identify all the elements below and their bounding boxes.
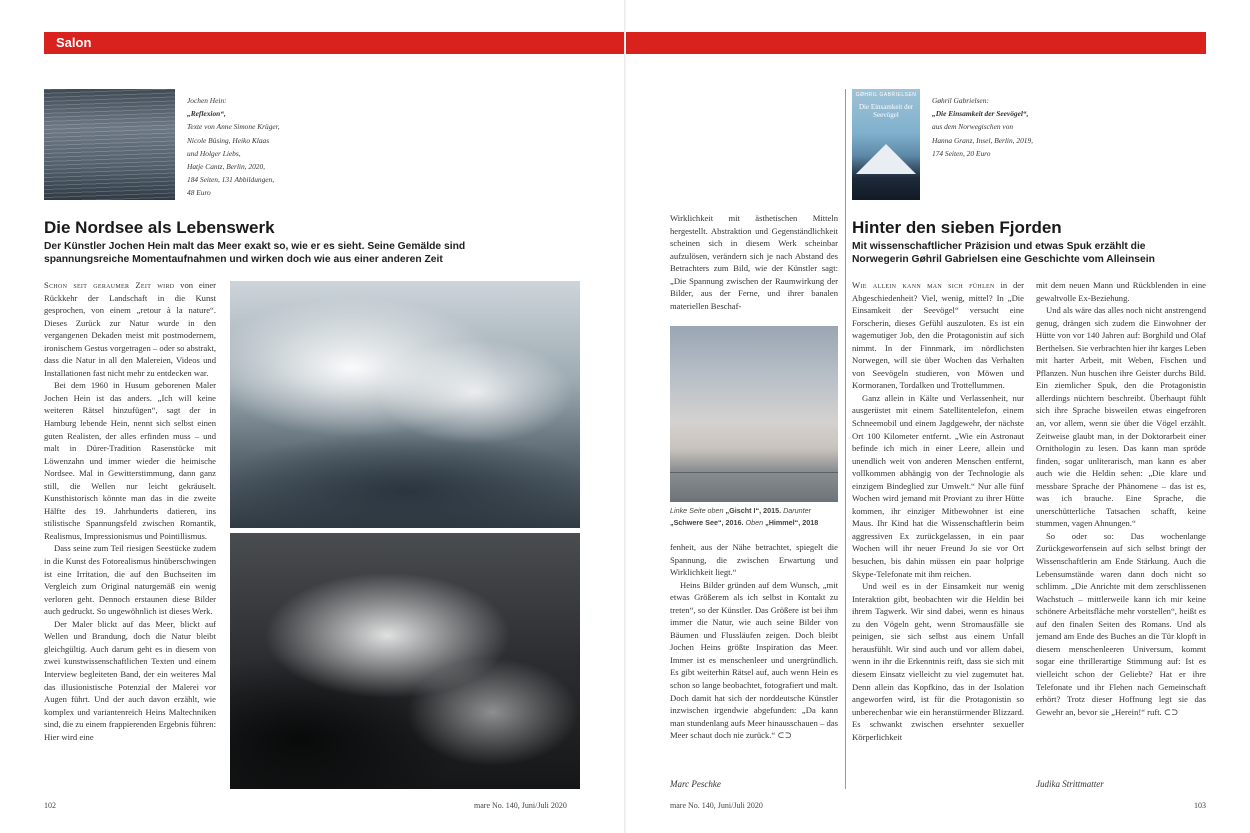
bibliography-line: Hatje Cantz, Berlin, 2020, (187, 162, 266, 172)
bibliography-title: „Reflexion“, (187, 109, 226, 119)
book-cover-title: Die Einsamkeit der Seevögel (858, 103, 914, 119)
bibliography-right (932, 94, 1082, 160)
paragraph: mit dem neuen Mann und Rückblenden in eine gewaltvolle Ex-Beziehung. (1036, 280, 1206, 303)
article-column-left-1 (44, 279, 216, 793)
bibliography-author: Gøhril Gabrielsen: (932, 96, 989, 105)
horizon-line (670, 472, 838, 473)
bibliography-line: Nicole Büsing, Heiko Klaas (187, 135, 270, 145)
page-number-left: 102 (44, 801, 56, 810)
paragraph: So oder so: Das wochenlange Zurückgeworfensein auf sich selbst bringt der Wissenschaftlerin am Ende Stärkung. Auch die Lebensumstände waren dann doch nicht so schlimm. „Die Anrichte mit dem zerschlissenen Wachstuch – mittlerweile kann ich mir keine schönere Arbeitsfläche mehr vorstellen“, heißt es auf den finalen Seiten des Romans. Und als jemand am Ende des Buches an die Tür klopft in diesem menschenleeren Universum, kommt sogar eine thrillerartige Stimmung auf: Ist es vielleicht schon der Geliebte? Hat er ihre Telefonate und ihr Flehen nach Gemeinschaft erhört? Trotz dieser Hoffnung legt sie das Gewehr an, bevor sie „Herein!“ ruft. ⊂⊃ (1036, 530, 1206, 717)
page-number-right: 103 (1194, 801, 1206, 810)
image-caption: Linke Seite oben „Gischt I“, 2015. Darunter „Schwere See“, 2016. Oben „Himmel“, 2018 (670, 506, 819, 527)
headline-right: Hinter den sieben Fjorden (852, 218, 1062, 237)
end-mark: ⊂⊃ (777, 730, 792, 741)
lead-caps: Wie allein kann man sich fühlen (852, 280, 995, 290)
section-label: Salon (56, 35, 92, 50)
bibliography-line: und Holger Liebs, (187, 148, 241, 158)
bibliography-left (187, 94, 307, 200)
book-cover-einsamkeit (852, 89, 920, 200)
bibliography-line: 48 Euro (187, 188, 211, 198)
bibliography-line: 184 Seiten, 131 Abbildungen, (187, 175, 275, 185)
paragraph: Und als wäre das alles noch nicht anstrengend genug, drängen sich zudem die Einwohner der Hütte von vor 140 Jahren auf: Borghild und Olaf Berthelsen. Sie verbrachten hier ihr karges Leben mit harter Arbeit, mit Weben, Fischen und Pflanzen. Nun huschen ihre Geister durchs Bild. Ein ziemlicher Spuk, den die Protagonistin allerdings nüchtern beschreibt. Überhaupt fühlt sich ihre Sprache bisweilen etwas eingefroren an, vor allem, wenn sie über die Vögel erzählt. Zeitweise glaubt man, in der Doktorarbeit einer Ornithologin zu lesen. Das kann man spröde finden, sogar unliterarisch, man kann es aber auch wie die Heldin sehen: „Die klare und messbare Sprache der Phänomene – das ist es, was ich brauche. Eine Sprache, die unerschütterliche Tatsachen schafft, keine stummen, vagen Ahnungen.“ (1036, 305, 1206, 529)
headline-left: Die Nordsee als Lebenswerk (44, 218, 275, 237)
issue-info-right: mare No. 140, Juni/Juli 2020 (670, 801, 763, 810)
lead-caps: Schon seit geraumer Zeit wird (44, 280, 175, 290)
bibliography-line: aus dem Norwegischen von (932, 122, 1014, 132)
deck-right: Mit wissenschaftlicher Präzision und etwas Spuk erzählt die Norwegerin Gøhril Gabrielsen eine Geschichte vom Alleinsein (852, 241, 1155, 265)
paragraph: Dass seine zum Teil riesigen Seestücke zudem in die Kunst des Fotorealismus hinüberschwingen ist eine Irritation, die auf den Buchseiten im Vergleich zum Original naturgemäß ein wenig verloren geht. Dennoch erstaunen diese Bilder auch gedruckt. So ungewöhnlich ist dieses Werk. (44, 543, 216, 617)
article-column-right-1 (852, 279, 1024, 791)
bibliography-author: Jochen Hein: (187, 96, 227, 105)
paragraph: Bei dem 1960 in Husum geborenen Maler Jochen Hein ist das anders. „Ich will keine weiteren Rätsel hinzufügen“, sagt der in Hamburg lebende Hein, nennt sich selbst einen guten Realisten, der alles erfinden muss – und malt in Dürer-Tradition Rasenstücke mit Löwenzahn und immer wieder die heimische Nordsee. Mal in Gewitterstimmung, dann ganz still, die Wellen nur leicht gekräuselt. Kunsthistorisch könnte man das in die zweite Hälfte des 19. Jahrhunderts datieren, ins stilistische Spannungsfeld zwischen Romantik, Realismus, Impressionismus und Pointillismus. (44, 380, 216, 541)
bibliography-line: 174 Seiten, 20 Euro (932, 148, 991, 158)
painting-schwere-see (230, 533, 580, 789)
lead-paragraph: Wie allein kann man sich fühlen in der Abgeschiedenheit? Viel, wenig, mittel? In „Die Einsamkeit der Seevögel“ versucht eine Forscherin, dieses Gefühl auszuloten. Es ist ein wagemutiger Job, den die Protagonistin auf sich nimmt. In der Finnmark, im nördlichsten Norwegen, will sie über Wochen das Verhalten von Seevögeln studieren, von Möwen und Kormoranen, Tordalken und Trottellummen. (852, 280, 1024, 391)
paragraph: Ganz allein in Kälte und Verlassenheit, nur ausgerüstet mit einem Satellitentelefon, einem Schneemobil und einem Jagdgewehr, der nächste Ort 100 Kilometer entfernt. „Wie ein Astronaut befinde ich mich in einer Leere, allein und unendlich weit von anderen Menschen entfernt, vollkommen abhängig von der Technologie als einzigem Bindeglied zur Umwelt.“ Nur alle fünf Wochen wird jemand mit Proviant zu ihrer Hütte kommen, ihr einziger Mitbewohner ist eine Maus. Ihr Kind hat die Wissenschaftlerin beim aggressiven Ex zurückgelassen, in ein paar Wochen will ihr neuer Freund Jo sie vor Ort besuchen, bis dahin müssen ein paar holprige Skype-Telefonate mit ihm reichen. (852, 392, 1024, 579)
paragraph: Heins Bilder gründen auf dem Wunsch, „mit etwas Größerem als ich selbst in Kontakt zu treten“, so der Künstler. Das Größere ist bei ihm immer die Natur, wie auch seine Bilder von Bäumen und Flussläufen zeigen. Doch bleibt Jochen Heins größte Inspiration das Meer. Immer ist es menschenleer und unergründlich. Es gibt weiterhin Rätsel auf, auch wenn Hein es schon so lange beobachtet, fotografiert und malt. Doch damit hat sich der norddeutsche Künstler inzwischen irgendwie abgefunden: „Da kann man stundenlang aufs Meer hinausschauen – das Meer schaut doch nie zurück.“ ⊂⊃ (670, 579, 838, 741)
author-signature-left: Marc Peschke (670, 779, 721, 789)
issue-info-left: mare No. 140, Juni/Juli 2020 (474, 801, 567, 810)
bibliography-title: „Die Einsamkeit der Seevögel“, (932, 109, 1029, 119)
book-cover-reflexion (44, 89, 175, 200)
paragraph: Wirklichkeit mit ästhetischen Mitteln hergestellt. Abstraktion und Gegenständlichkeit scheinen sich in diesem Werk scheinbar aufzulösen, verändern sich je nach Abstand des Betrachters zum Bild, wie der Künstler sagt: „Die Spannung zwischen der Raumwirkung der Bilder, aus der Ferne, und ihrer banalen materiellen Beschaf- (670, 213, 838, 311)
book-cover-author: GØHRIL GABRIELSEN (855, 92, 917, 98)
author-signature-right: Judika Strittmatter (1036, 779, 1104, 789)
painting-gischt (230, 281, 580, 528)
article-column-left-2-bottom (670, 541, 838, 771)
page-gutter (624, 0, 626, 833)
article-column-left-2-top (670, 212, 838, 320)
bibliography-line: Texte von Anne Simone Krüger, (187, 122, 280, 132)
mountain-illustration (856, 144, 916, 174)
deck-left: Der Künstler Jochen Hein malt das Meer exakt so, wie er es sieht. Seine Gemälde sind spannungsreiche Momentaufnahmen und wirken doch wie aus einer anderen Zeit (44, 241, 466, 265)
painting-himmel (670, 326, 838, 502)
column-rule (845, 89, 846, 789)
paragraph: fenheit, aus der Nähe betrachtet, spiegelt die Spannung, die zwischen Erwartung und Wirklichkeit liegt.“ (670, 542, 838, 578)
bibliography-line: Hanna Granz, Insel, Berlin, 2019, (932, 135, 1034, 145)
article-column-right-2 (1036, 279, 1206, 773)
paragraph: Der Maler blickt auf das Meer, blickt auf Wellen und Brandung, doch die Natur bleibt gleichgültig. Auch darum geht es in diesem von zwei kunstwissenschaftlichen Texten und einem Interview begleiteten Band, der ein weiteres Mal das illusionistische Potenzial der Malerei vor Augen führt. Und der auch davon erzählt, wie komplex und variantenreich Heins Maltechniken sind, die zu einem frappierenden Ergebnis führen: Hier wird eine (44, 618, 216, 742)
end-mark: ⊂⊃ (1163, 706, 1179, 717)
paragraph: Und weil es in der Einsamkeit nur wenig Interaktion gibt, beobachten wir die Heldin bei ihrem Tagwerk. Wir sind dabei, wenn es hinaus zu den Vögeln geht, wenn Stromausfälle sie peinigen, sie sich selbst aus einem Unfall herausfühlt. Wir sind auch und vor allem dabei, wenn in ihr die Erkenntnis reift, dass sie sich mit diesem Einsatz vielleicht zu viel zugemutet hat. Denn allein das Kopfkino, das in der Isolation angeworfen wird, ist für die Protagonistin so unberechenbar wie ein heranstürmender Blizzard. Es schwankt zwischen ersehnter sexueller Körperlichkeit (852, 581, 1024, 742)
lead-paragraph: Schon seit geraumer Zeit wird von einer Rückkehr der Landschaft in die Kunst gesprochen, von einem „retour à la nature“. Dieses Zurück zur Natur wurde in den vergangenen Dekaden meist mit postmodernem, ironischem Gestus vorgetragen – oder so abstrakt, dass die Natur in all den Malereien, Videos und Installationen fast nicht mehr zu entdecken war. (44, 280, 216, 378)
